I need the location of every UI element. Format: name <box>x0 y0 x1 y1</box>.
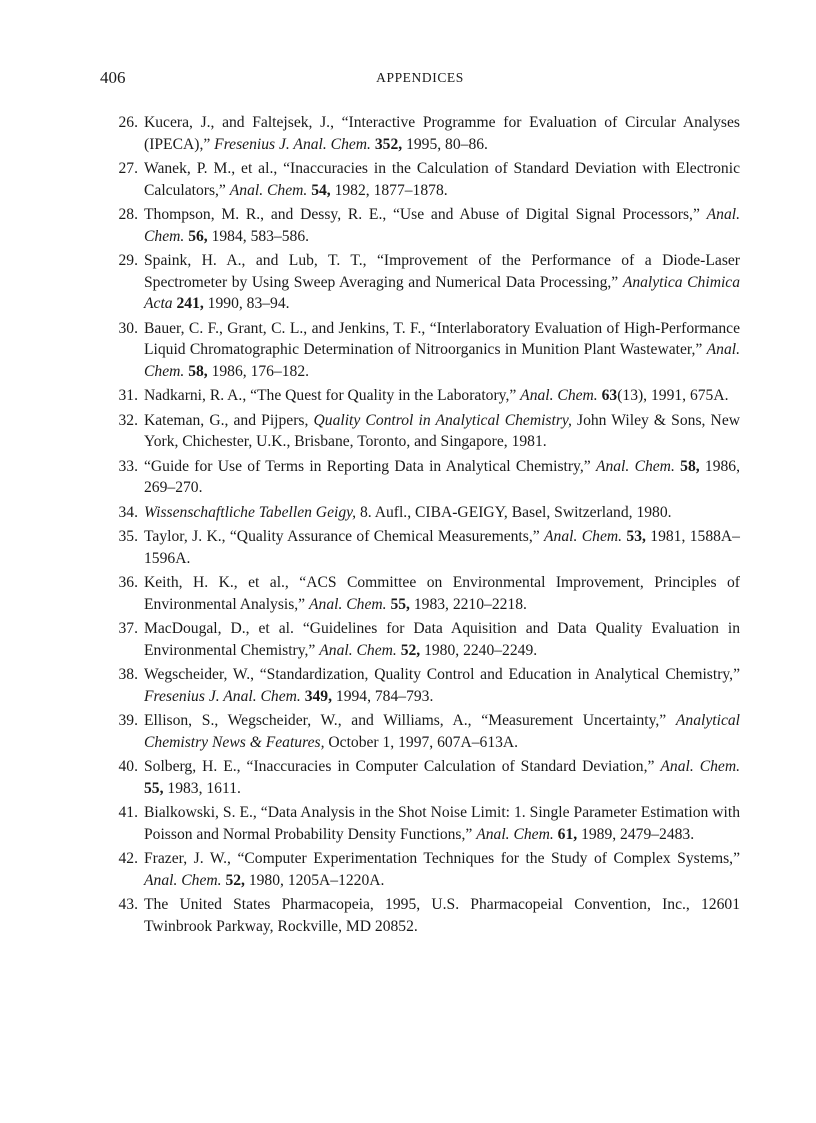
reference-volume: 349, <box>304 687 332 705</box>
reference-number: 30. <box>118 319 138 337</box>
reference-text <box>144 112 740 155</box>
reference-italic-title: Anal. Chem. <box>144 206 740 245</box>
reference-text-run: Solberg, H. E., “Inaccuracies in Computer Calculation of Standard Deviation,” <box>144 758 661 775</box>
reference-text-run: Wegscheider, W., “Standardization, Quality Control and Education in Analytical Chemistry,” <box>144 666 740 683</box>
reference-number: 37. <box>118 620 138 637</box>
reference-text-run: Taylor, J. K., “Quality Assurance of Chemical Measurements,” <box>144 528 545 545</box>
reference-volume: 241, <box>176 295 204 312</box>
reference-number: 42. <box>118 850 138 867</box>
reference-text-run: (13), 1991, 675A. <box>617 387 729 404</box>
reference-text-run: 1989, 2479–2483. <box>577 825 695 843</box>
reference-item <box>100 710 740 753</box>
reference-item <box>100 158 740 201</box>
reference-text <box>144 664 740 707</box>
reference-number: 31. <box>118 387 138 404</box>
reference-text-run: 8. Aufl., CIBA-GEIGY, Basel, Switzerland, 1980. <box>356 503 672 521</box>
reference-italic-title: Anal. Chem. <box>476 825 554 843</box>
reference-text-run: 1995, 80–86. <box>402 135 488 153</box>
reference-number: 38. <box>118 666 138 683</box>
reference-number: 40. <box>118 758 138 775</box>
reference-text <box>144 526 740 569</box>
reference-volume: 61, <box>557 825 578 843</box>
reference-text-run: Keith, H. K., et al., “ACS Committee on Environmental Improvement, Principles of Environmental Analysis,” <box>144 574 740 613</box>
reference-volume: 54, <box>311 181 331 199</box>
reference-number: 39. <box>118 712 138 729</box>
reference-text <box>144 802 740 845</box>
reference-italic-title: Wissenschaftliche Tabellen Geigy, <box>144 503 357 521</box>
reference-italic-title: Fresenius J. Anal. Chem. <box>144 687 301 705</box>
reference-text-run: Bialkowski, S. E., “Data Analysis in the Shot Noise Limit: 1. Single Parameter Estimation with Poisson and Normal Probability Density Functions,” <box>144 804 740 843</box>
reference-number: 32. <box>118 411 138 429</box>
reference-volume: 56, <box>188 227 208 245</box>
reference-item <box>100 848 740 891</box>
reference-text-run: The United States Pharmacopeia, 1995, U.S. Pharmacopeial Convention, Inc., 12601 Twinbrook Parkway, Rockville, MD 20852. <box>144 896 740 935</box>
reference-number: 28. <box>118 206 138 223</box>
reference-text-run: 1986, 176–182. <box>207 362 310 380</box>
reference-volume: 55, <box>390 595 410 613</box>
page-number: 406 <box>100 68 126 87</box>
reference-italic-title: Anal. Chem. <box>319 641 397 659</box>
reference-text-run: “Guide for Use of Terms in Reporting Data in Analytical Chemistry,” <box>144 457 596 475</box>
reference-text-run: Bauer, C. F., Grant, C. L., and Jenkins, T. F., “Interlaboratory Evaluation of High-Performance Liquid Chromatographic Determination of Nitroorganics in Munition Plant Wastewater,” <box>144 319 740 358</box>
reference-text <box>144 158 740 201</box>
reference-volume: 352, <box>374 135 403 153</box>
reference-text <box>144 410 740 453</box>
reference-text <box>144 756 740 799</box>
reference-text-run: 1984, 583–586. <box>207 227 310 245</box>
reference-number: 33. <box>118 457 138 475</box>
reference-text <box>144 894 740 937</box>
reference-item <box>100 526 740 569</box>
reference-italic-title: Anal. Chem. <box>309 595 387 613</box>
running-head: APPENDICES <box>376 70 464 85</box>
reference-volume: 58, <box>680 457 700 475</box>
reference-text <box>144 710 740 753</box>
reference-italic-title: Anal. Chem. <box>660 758 740 775</box>
reference-italic-title: Analytical Chemistry News & Features, <box>144 712 740 751</box>
reference-item <box>100 572 740 615</box>
reference-text-run: 1980, 1205A–1220A. <box>244 871 385 889</box>
reference-text-run: Kateman, G., and Pijpers, <box>144 411 314 429</box>
reference-number: 35. <box>118 528 138 545</box>
reference-italic-title: Analytica Chimica Acta <box>144 273 740 312</box>
reference-text-run: 1983, 2210–2218. <box>409 595 527 613</box>
reference-item <box>100 112 740 155</box>
reference-italic-title: Anal. Chem. <box>144 871 222 889</box>
page-header <box>100 68 740 92</box>
reference-item <box>100 894 740 937</box>
reference-volume: 53, <box>626 528 646 545</box>
reference-text-run: 1980, 2240–2249. <box>420 641 538 659</box>
reference-text-run: 1986, 269–270. <box>144 457 741 496</box>
reference-number: 29. <box>118 252 138 269</box>
reference-volume: 52, <box>225 871 245 889</box>
reference-text-run: 1983, 1611. <box>163 779 241 797</box>
reference-text-run: 1981, 1588A–1596A. <box>144 528 740 567</box>
reference-text-run: John Wiley & Sons, New York, Chichester, U.K., Brisbane, Toronto, and Singapore, 1981. <box>144 411 740 450</box>
reference-text <box>144 502 740 524</box>
reference-text <box>144 848 740 891</box>
reference-number: 41. <box>118 804 138 821</box>
reference-number: 27. <box>118 160 138 177</box>
reference-italic-title: Anal. Chem. <box>520 387 598 404</box>
reference-text <box>144 456 740 499</box>
reference-number: 26. <box>118 114 138 131</box>
reference-volume: 58, <box>188 362 208 380</box>
reference-italic-title: Anal. Chem. <box>544 528 623 545</box>
reference-text <box>144 250 740 315</box>
reference-text-run: 1990, 83–94. <box>203 295 290 312</box>
reference-italic-title: Anal. Chem. <box>229 181 308 199</box>
reference-text <box>144 204 740 247</box>
reference-italic-title: Fresenius J. Anal. Chem. <box>214 135 371 153</box>
reference-item <box>100 802 740 845</box>
reference-text <box>144 572 740 615</box>
reference-volume: 52, <box>400 641 421 659</box>
reference-text-run: October 1, 1997, 607A–613A. <box>324 733 519 751</box>
reference-italic-title: Anal. Chem. <box>144 341 740 380</box>
reference-text <box>144 318 740 383</box>
reference-text-run: Ellison, S., Wegscheider, W., and Williams, A., “Measurement Uncertainty,” <box>144 712 676 729</box>
reference-item <box>100 502 740 524</box>
reference-volume: 63 <box>601 387 618 404</box>
reference-item <box>100 250 740 315</box>
reference-item <box>100 664 740 707</box>
reference-volume: 55, <box>144 779 164 797</box>
reference-text-run: 1982, 1877–1878. <box>330 181 448 199</box>
reference-item <box>100 618 740 661</box>
reference-number: 36. <box>118 574 138 591</box>
reference-text-run: Spaink, H. A., and Lub, T. T., “Improvement of the Performance of a Diode-Laser Spectrometer by Using Sweep Averaging and Numerical Data Processing,” <box>144 252 740 291</box>
reference-text <box>144 618 740 661</box>
reference-italic-title: Quality Control in Analytical Chemistry, <box>313 411 572 429</box>
reference-item <box>100 204 740 247</box>
reference-item <box>100 318 740 383</box>
reference-italic-title: Anal. Chem. <box>595 457 675 475</box>
reference-text-run: Wanek, P. M., et al., “Inaccuracies in the Calculation of Standard Deviation with Electronic Calculators,” <box>144 160 740 199</box>
reference-number: 34. <box>118 503 138 521</box>
reference-text-run: 1994, 784–793. <box>332 687 434 705</box>
reference-text-run: Kucera, J., and Faltejsek, J., “Interactive Programme for Evaluation of Circular Analyses (IPECA),” <box>144 114 740 153</box>
reference-list <box>100 112 740 940</box>
reference-number: 43. <box>118 896 138 913</box>
reference-text-run: Thompson, M. R., and Dessy, R. E., “Use and Abuse of Digital Signal Processors,” <box>144 206 707 223</box>
reference-text-run: Nadkarni, R. A., “The Quest for Quality in the Laboratory,” <box>144 387 521 404</box>
reference-text-run: MacDougal, D., et al. “Guidelines for Data Aquisition and Data Quality Evaluation in Environmental Chemistry,” <box>144 620 740 659</box>
reference-text-run: Frazer, J. W., “Computer Experimentation Techniques for the Study of Complex Systems,” <box>144 850 740 867</box>
reference-item <box>100 385 740 407</box>
reference-item <box>100 756 740 799</box>
reference-item <box>100 456 740 499</box>
reference-text <box>144 385 740 407</box>
reference-item <box>100 410 740 453</box>
